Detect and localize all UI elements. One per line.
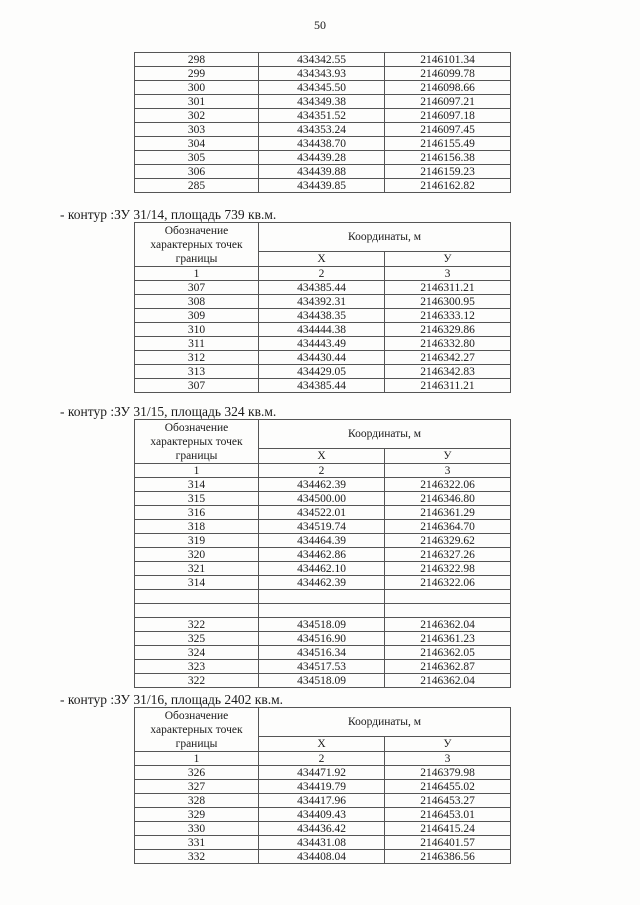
y-coordinate-cell: 2146332.80	[385, 337, 511, 351]
table-row	[135, 660, 511, 674]
y-coordinate-cell: 2146342.27	[385, 351, 511, 365]
table-row	[135, 137, 511, 151]
x-coordinate-cell: 434342.55	[259, 53, 385, 67]
table-row	[135, 780, 511, 794]
point-number-cell: 329	[135, 808, 259, 822]
point-number-cell: 314	[135, 576, 259, 590]
table-body-part-a	[135, 478, 511, 590]
table-row	[135, 81, 511, 95]
y-coordinate-cell: 2146097.21	[385, 95, 511, 109]
table-blank-rows	[135, 590, 511, 618]
table-row	[135, 281, 511, 295]
coordinates-table-zu-31-16	[134, 707, 511, 864]
header-name-line3: границы	[175, 450, 218, 462]
y-coordinate-cell: 2146329.86	[385, 323, 511, 337]
y-coordinate-cell: 2146362.04	[385, 674, 511, 688]
point-number-cell: 285	[135, 179, 259, 193]
table-row	[135, 337, 511, 351]
point-number-cell: 303	[135, 123, 259, 137]
table-row	[135, 808, 511, 822]
y-coordinate-cell: 2146379.98	[385, 766, 511, 780]
header-name-line1: Обозначение	[164, 710, 229, 722]
point-number-cell: 310	[135, 323, 259, 337]
y-coordinate-cell: 2146101.34	[385, 53, 511, 67]
y-coordinate-cell: 2146342.83	[385, 365, 511, 379]
point-number-cell: 304	[135, 137, 259, 151]
table-row	[135, 794, 511, 808]
table-row	[135, 646, 511, 660]
y-coordinate-cell: 2146155.49	[385, 137, 511, 151]
header-row	[135, 708, 511, 737]
x-coordinate-cell: 434518.09	[259, 674, 385, 688]
x-coordinate-cell: 434462.86	[259, 548, 385, 562]
point-number-cell: 313	[135, 365, 259, 379]
y-coordinate-cell: 2146362.04	[385, 618, 511, 632]
header-name-line2: характерных точек	[150, 436, 243, 448]
y-coordinate-cell: 2146159.23	[385, 165, 511, 179]
table-row	[135, 766, 511, 780]
y-coordinate-cell: 2146386.56	[385, 850, 511, 864]
blank-row	[135, 590, 511, 604]
point-number-cell: 332	[135, 850, 259, 864]
header-name-line1: Обозначение	[164, 422, 229, 434]
y-coordinate-cell: 2146362.87	[385, 660, 511, 674]
contour-heading-zu-31-16: - контур :ЗУ 31/16, площадь 2402 кв.м.	[60, 692, 284, 707]
x-coordinate-cell: 434522.01	[259, 506, 385, 520]
y-coordinate-cell: 2146311.21	[385, 379, 511, 393]
x-coordinate-cell: 434500.00	[259, 492, 385, 506]
header-num-1: 1	[135, 464, 259, 478]
point-number-cell: 330	[135, 822, 259, 836]
table-row	[135, 632, 511, 646]
x-coordinate-cell: 434419.79	[259, 780, 385, 794]
point-number-cell: 309	[135, 309, 259, 323]
header-num-1: 1	[135, 752, 259, 766]
x-coordinate-cell: 434471.92	[259, 766, 385, 780]
table-body	[135, 53, 511, 193]
y-coordinate-cell: 2146300.95	[385, 295, 511, 309]
x-coordinate-cell: 434462.10	[259, 562, 385, 576]
y-coordinate-cell: 2146329.62	[385, 534, 511, 548]
point-number-cell: 307	[135, 281, 259, 295]
x-coordinate-cell: 434443.49	[259, 337, 385, 351]
point-number-cell: 322	[135, 674, 259, 688]
table-row	[135, 295, 511, 309]
table-body-part-b	[135, 618, 511, 688]
point-number-cell: 307	[135, 379, 259, 393]
header-y: У	[385, 251, 511, 266]
x-coordinate-cell: 434392.31	[259, 295, 385, 309]
table-row	[135, 365, 511, 379]
x-coordinate-cell: 434436.42	[259, 822, 385, 836]
x-coordinate-cell: 434417.96	[259, 794, 385, 808]
header-point-name	[135, 223, 259, 267]
table-row	[135, 674, 511, 688]
y-coordinate-cell: 2146453.01	[385, 808, 511, 822]
table-row	[135, 548, 511, 562]
x-coordinate-cell: 434519.74	[259, 520, 385, 534]
table-row	[135, 478, 511, 492]
x-coordinate-cell: 434462.39	[259, 478, 385, 492]
point-number-cell: 324	[135, 646, 259, 660]
x-coordinate-cell: 434516.34	[259, 646, 385, 660]
x-coordinate-cell: 434353.24	[259, 123, 385, 137]
y-coordinate-cell: 2146453.27	[385, 794, 511, 808]
point-number-cell: 327	[135, 780, 259, 794]
x-coordinate-cell: 434438.35	[259, 309, 385, 323]
contour-heading-zu-31-15: - контур :ЗУ 31/15, площадь 324 кв.м.	[60, 404, 277, 419]
header-name-line2: характерных точек	[150, 239, 243, 251]
header-coordinates: Координаты, м	[259, 708, 511, 737]
header-row	[135, 223, 511, 252]
x-coordinate-cell: 434439.28	[259, 151, 385, 165]
contour-heading-zu-31-14: - контур :ЗУ 31/14, площадь 739 кв.м.	[60, 207, 277, 222]
table-row	[135, 123, 511, 137]
point-number-cell: 299	[135, 67, 259, 81]
y-coordinate-cell: 2146327.26	[385, 548, 511, 562]
table-row	[135, 492, 511, 506]
header-num-2: 2	[259, 464, 385, 478]
y-coordinate-cell: 2146362.05	[385, 646, 511, 660]
header-num-2: 2	[259, 752, 385, 766]
table-row	[135, 822, 511, 836]
point-number-cell: 322	[135, 618, 259, 632]
header-name-line1: Обозначение	[164, 225, 229, 237]
blank-row	[135, 604, 511, 618]
header-num-3: 3	[385, 464, 511, 478]
header-name-line3: границы	[175, 738, 218, 750]
x-coordinate-cell: 434409.43	[259, 808, 385, 822]
header-point-name	[135, 708, 259, 752]
x-coordinate-cell: 434429.05	[259, 365, 385, 379]
x-coordinate-cell: 434439.85	[259, 179, 385, 193]
table-row	[135, 379, 511, 393]
x-coordinate-cell: 434438.70	[259, 137, 385, 151]
y-coordinate-cell: 2146415.24	[385, 822, 511, 836]
table-row	[135, 309, 511, 323]
y-coordinate-cell: 2146097.45	[385, 123, 511, 137]
x-coordinate-cell: 434516.90	[259, 632, 385, 646]
header-coordinates: Координаты, м	[259, 223, 511, 252]
table-body	[135, 766, 511, 864]
header-numbers-row	[135, 464, 511, 478]
x-coordinate-cell: 434430.44	[259, 351, 385, 365]
table-row	[135, 506, 511, 520]
header-coordinates: Координаты, м	[259, 420, 511, 449]
y-coordinate-cell: 2146333.12	[385, 309, 511, 323]
y-coordinate-cell: 2146156.38	[385, 151, 511, 165]
point-number-cell: 311	[135, 337, 259, 351]
table-row	[135, 576, 511, 590]
y-coordinate-cell: 2146097.18	[385, 109, 511, 123]
point-number-cell: 315	[135, 492, 259, 506]
point-number-cell: 321	[135, 562, 259, 576]
x-coordinate-cell: 434517.53	[259, 660, 385, 674]
coordinates-table-zu-31-15	[134, 419, 511, 688]
x-coordinate-cell: 434351.52	[259, 109, 385, 123]
table-row	[135, 562, 511, 576]
y-coordinate-cell: 2146364.70	[385, 520, 511, 534]
table-row	[135, 165, 511, 179]
point-number-cell: 316	[135, 506, 259, 520]
x-coordinate-cell: 434444.38	[259, 323, 385, 337]
point-number-cell: 301	[135, 95, 259, 109]
point-number-cell: 312	[135, 351, 259, 365]
header-num-3: 3	[385, 267, 511, 281]
header-name-line3: границы	[175, 253, 218, 265]
header-x: X	[259, 736, 385, 751]
table-row	[135, 520, 511, 534]
y-coordinate-cell: 2146322.98	[385, 562, 511, 576]
y-coordinate-cell: 2146322.06	[385, 576, 511, 590]
y-coordinate-cell: 2146322.06	[385, 478, 511, 492]
x-coordinate-cell: 434518.09	[259, 618, 385, 632]
x-coordinate-cell: 434345.50	[259, 81, 385, 95]
y-coordinate-cell: 2146311.21	[385, 281, 511, 295]
header-x: X	[259, 251, 385, 266]
point-number-cell: 308	[135, 295, 259, 309]
table-row	[135, 95, 511, 109]
point-number-cell: 320	[135, 548, 259, 562]
y-coordinate-cell: 2146401.57	[385, 836, 511, 850]
y-coordinate-cell: 2146346.80	[385, 492, 511, 506]
point-number-cell: 302	[135, 109, 259, 123]
point-number-cell: 328	[135, 794, 259, 808]
table-row	[135, 109, 511, 123]
point-number-cell: 319	[135, 534, 259, 548]
header-y: У	[385, 736, 511, 751]
point-number-cell: 300	[135, 81, 259, 95]
point-number-cell: 314	[135, 478, 259, 492]
header-num-3: 3	[385, 752, 511, 766]
x-coordinate-cell: 434464.39	[259, 534, 385, 548]
header-point-name	[135, 420, 259, 464]
header-row	[135, 420, 511, 449]
x-coordinate-cell: 434408.04	[259, 850, 385, 864]
y-coordinate-cell: 2146162.82	[385, 179, 511, 193]
table-row	[135, 53, 511, 67]
point-number-cell: 326	[135, 766, 259, 780]
table-row	[135, 67, 511, 81]
table-row	[135, 534, 511, 548]
page-number: 50	[314, 18, 326, 32]
x-coordinate-cell: 434343.93	[259, 67, 385, 81]
x-coordinate-cell: 434431.08	[259, 836, 385, 850]
point-number-cell: 331	[135, 836, 259, 850]
x-coordinate-cell: 434385.44	[259, 281, 385, 295]
point-number-cell: 305	[135, 151, 259, 165]
point-number-cell: 298	[135, 53, 259, 67]
table-row	[135, 151, 511, 165]
table-row	[135, 351, 511, 365]
header-numbers-row	[135, 267, 511, 281]
coordinates-table-zu-31-14	[134, 222, 511, 393]
header-y: У	[385, 448, 511, 463]
header-num-2: 2	[259, 267, 385, 281]
point-number-cell: 318	[135, 520, 259, 534]
y-coordinate-cell: 2146361.29	[385, 506, 511, 520]
point-number-cell: 306	[135, 165, 259, 179]
y-coordinate-cell: 2146455.02	[385, 780, 511, 794]
table-row	[135, 850, 511, 864]
point-number-cell: 325	[135, 632, 259, 646]
y-coordinate-cell: 2146361.23	[385, 632, 511, 646]
table-row	[135, 836, 511, 850]
table-row	[135, 323, 511, 337]
x-coordinate-cell: 434439.88	[259, 165, 385, 179]
x-coordinate-cell: 434385.44	[259, 379, 385, 393]
header-num-1: 1	[135, 267, 259, 281]
y-coordinate-cell: 2146098.66	[385, 81, 511, 95]
x-coordinate-cell: 434349.38	[259, 95, 385, 109]
header-numbers-row	[135, 752, 511, 766]
coordinates-table-continued	[134, 52, 511, 193]
table-row	[135, 179, 511, 193]
table-body	[135, 281, 511, 393]
point-number-cell: 323	[135, 660, 259, 674]
header-name-line2: характерных точек	[150, 724, 243, 736]
x-coordinate-cell: 434462.39	[259, 576, 385, 590]
table-row	[135, 618, 511, 632]
header-x: X	[259, 448, 385, 463]
y-coordinate-cell: 2146099.78	[385, 67, 511, 81]
